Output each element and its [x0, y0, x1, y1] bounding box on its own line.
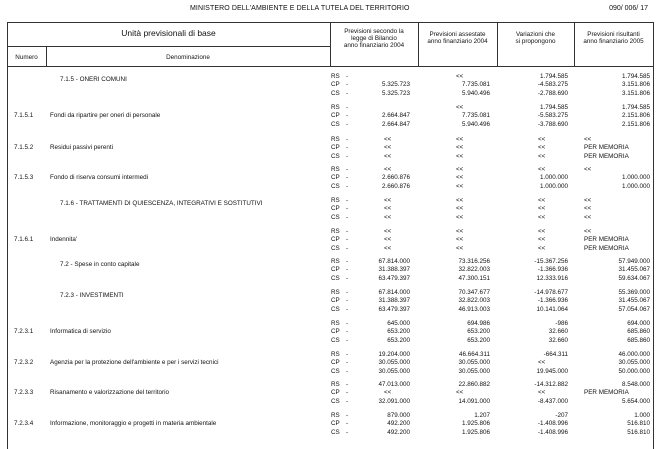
amount-cell: 516.810 — [627, 420, 650, 428]
type-dash-separator: - — [346, 236, 349, 244]
col-header-line: anno finanziario 2005 — [583, 38, 644, 45]
amount-cell: 32.091.000 — [378, 397, 410, 405]
amount-cell: 31.455.067 — [618, 266, 650, 274]
row-type-code: RS — [331, 228, 340, 235]
amount-cell: 46.913.003 — [458, 305, 490, 313]
amount-cell: 1.925.806 — [461, 420, 490, 428]
amount-cell: << — [384, 236, 392, 244]
row-denominazione: Residui passivi perenti — [50, 144, 113, 152]
amount-cell: << — [584, 213, 592, 221]
amount-cell: << — [538, 359, 546, 367]
row-type-code: CS — [331, 305, 340, 313]
amount-cell: << — [456, 244, 464, 252]
row-number: 7.1.5.1 — [14, 112, 34, 120]
amount-cell: << — [538, 136, 546, 143]
col-header-line: anno finanziario 2004 — [343, 42, 405, 49]
amount-cell: 59.634.067 — [618, 274, 650, 282]
amount-cell: 653.200 — [387, 328, 410, 336]
amount-cell: -664.311 — [543, 351, 568, 358]
col-header-line: si propongono — [515, 38, 556, 45]
amount-cell: PER MEMORIA — [584, 152, 629, 160]
type-dash-separator: - — [346, 258, 349, 265]
amount-cell: << — [384, 244, 392, 252]
row-type-code: CP — [331, 297, 340, 305]
row-denominazione: Agenzia per la protezione dell'ambiente e per i servizi tecnici — [50, 359, 219, 367]
amount-cell: PER MEMORIA — [584, 144, 629, 152]
amount-cell: 67.814.000 — [378, 258, 410, 265]
amount-cell: << — [384, 166, 392, 173]
row-type-code: CP — [331, 174, 340, 182]
type-dash-separator: - — [346, 144, 349, 152]
amount-cell: 694.000 — [627, 320, 650, 327]
row-number: 7.2.3.3 — [14, 389, 34, 397]
row-type-code: CS — [331, 89, 340, 97]
row-denominazione: 7.2 - Spese in conto capitale — [60, 261, 140, 268]
amount-cell: 73.316.256 — [458, 258, 490, 265]
amount-cell: << — [538, 197, 546, 204]
type-dash-separator: - — [346, 381, 349, 388]
row-type-code: CS — [331, 120, 340, 128]
type-dash-separator: - — [346, 289, 349, 296]
row-type-code: RS — [331, 351, 340, 358]
type-dash-separator: - — [346, 351, 349, 358]
row-type-code: CS — [331, 367, 340, 375]
row-denominazione: Fondo di riserva consumi intermedi — [50, 174, 148, 182]
amount-cell: 685.860 — [627, 336, 650, 344]
row-type-code: CP — [331, 236, 340, 244]
row-type-code: CS — [331, 182, 340, 190]
amount-cell: << — [384, 144, 392, 152]
amount-cell: -1.408.996 — [537, 428, 568, 436]
amount-cell: -14.312.882 — [534, 381, 568, 388]
amount-cell: << — [384, 389, 392, 397]
row-number: 7.1.6.1 — [14, 236, 34, 244]
amount-cell: 1.000.000 — [621, 182, 650, 190]
row-type-code: CP — [331, 420, 340, 428]
type-dash-separator: - — [346, 152, 349, 160]
amount-cell: 1.000.000 — [621, 174, 650, 182]
row-denominazione: Indennita' — [50, 236, 78, 244]
amount-cell: 2.664.847 — [381, 112, 410, 120]
row-type-code: RS — [331, 136, 340, 143]
row-type-code: RS — [331, 320, 340, 327]
amount-cell: << — [538, 389, 546, 397]
amount-cell: 50.000.000 — [618, 367, 650, 375]
amount-cell: << — [384, 205, 392, 213]
row-number: 7.2.3.2 — [14, 359, 34, 367]
row-type-code: CS — [331, 336, 340, 344]
type-dash-separator: - — [346, 420, 349, 428]
amount-cell: << — [538, 213, 546, 221]
table-left-border — [7, 22, 8, 449]
row-type-code: CP — [331, 359, 340, 367]
row-denominazione: Informatica di servizio — [50, 328, 111, 336]
amount-cell: 31.455.067 — [618, 297, 650, 305]
amount-cell: << — [584, 166, 592, 173]
row-denominazione: 7.1.5 - ONERI COMUNI — [60, 76, 127, 83]
amount-cell: 5.325.723 — [381, 89, 410, 97]
amount-cell: 2.664.847 — [381, 120, 410, 128]
amount-cell: -1.366.936 — [537, 297, 568, 305]
amount-cell: 645.000 — [387, 320, 410, 327]
row-type-code: CS — [331, 152, 340, 160]
row-type-code: RS — [331, 73, 340, 80]
amount-cell: 30.055.000 — [378, 367, 410, 375]
amount-cell: << — [384, 197, 392, 204]
amount-cell: << — [456, 174, 464, 182]
type-dash-separator: - — [346, 328, 349, 336]
type-dash-separator: - — [346, 166, 349, 173]
amount-cell: << — [584, 205, 592, 213]
amount-cell: << — [384, 136, 392, 143]
amount-cell: 19.945.000 — [536, 367, 568, 375]
amount-cell: << — [456, 182, 464, 190]
amount-cell: 1.925.806 — [461, 428, 490, 436]
col-header-previsioni-assestate — [418, 31, 497, 45]
row-type-code: CS — [331, 244, 340, 252]
amount-cell: -14.978.677 — [534, 289, 568, 296]
type-dash-separator: - — [346, 274, 349, 282]
amount-cell: 653.200 — [387, 336, 410, 344]
amount-cell: 1.000 — [634, 412, 650, 419]
col-header-line: Previsioni risultanti — [587, 31, 640, 38]
amount-cell: << — [538, 166, 546, 173]
row-type-code: CS — [331, 428, 340, 436]
amount-cell: 653.200 — [467, 336, 490, 344]
amount-cell: -5.583.275 — [537, 112, 568, 120]
col-header-numero: Numero — [15, 54, 38, 61]
amount-cell: << — [538, 152, 546, 160]
type-dash-separator: - — [346, 320, 349, 327]
col-header-line: Variazioni che — [515, 31, 556, 38]
type-dash-separator: - — [346, 367, 349, 375]
row-type-code: CP — [331, 81, 340, 89]
row-type-code: CP — [331, 144, 340, 152]
row-type-code: RS — [331, 197, 340, 204]
amount-cell: 879.000 — [387, 412, 410, 419]
type-dash-separator: - — [346, 213, 349, 221]
col-header-denominazione: Denominazione — [166, 54, 210, 61]
row-type-code: CP — [331, 205, 340, 213]
amount-cell: 32.660 — [548, 328, 568, 336]
table-right-border — [653, 22, 654, 449]
row-denominazione: 7.2.3 - INVESTIMENTI — [60, 292, 124, 299]
type-dash-separator: - — [346, 336, 349, 344]
amount-cell: 10.141.064 — [536, 305, 568, 313]
amount-cell: 46.000.000 — [618, 351, 650, 358]
type-dash-separator: - — [346, 205, 349, 213]
amount-cell: 1.794.585 — [621, 73, 650, 80]
amount-cell: -3.788.690 — [537, 120, 568, 128]
row-type-code: RS — [331, 381, 340, 388]
amount-cell: 492.200 — [387, 420, 410, 428]
units-title-underline — [7, 46, 330, 47]
amount-cell: << — [456, 73, 464, 80]
amount-cell: << — [538, 144, 546, 152]
amount-cell: 46.664.311 — [458, 351, 490, 358]
document-header-title: MINISTERO DELL'AMBIENTE E DELLA TUTELA DEL TERRITORIO — [190, 5, 410, 12]
amount-cell: 22.860.882 — [458, 381, 490, 388]
amount-cell: 32.660 — [548, 336, 568, 344]
amount-cell: << — [538, 228, 546, 235]
amount-cell: 5.654.000 — [621, 397, 650, 405]
amount-cell: << — [456, 166, 464, 173]
amount-cell: << — [456, 104, 464, 111]
row-denominazione: Informazione, monitoraggio e progetti in materia ambientale — [50, 420, 217, 428]
amount-cell: 653.200 — [467, 328, 490, 336]
amount-cell: 32.822.003 — [458, 297, 490, 305]
type-dash-separator: - — [346, 412, 349, 419]
amount-cell: 1.794.585 — [621, 104, 650, 111]
amount-cell: 1.207 — [474, 412, 490, 419]
row-type-code: CP — [331, 328, 340, 336]
col-header-line: anno finanziario 2004 — [427, 38, 488, 45]
type-dash-separator: - — [346, 120, 349, 128]
type-dash-separator: - — [346, 305, 349, 313]
amount-cell: 1.794.585 — [539, 73, 568, 80]
amount-cell: 30.055.000 — [458, 359, 490, 367]
amount-cell: 694.986 — [467, 320, 490, 327]
row-type-code: RS — [331, 289, 340, 296]
row-number: 7.2.3.1 — [14, 328, 34, 336]
amount-cell: << — [456, 236, 464, 244]
amount-cell: 1.000.000 — [539, 174, 568, 182]
amount-cell: -986 — [555, 320, 568, 327]
type-dash-separator: - — [346, 297, 349, 305]
row-number: 7.1.5.2 — [14, 144, 34, 152]
amount-cell: -1.366.936 — [537, 266, 568, 274]
amount-cell: 5.325.723 — [381, 81, 410, 89]
amount-cell: 492.200 — [387, 428, 410, 436]
amount-cell: << — [538, 236, 546, 244]
amount-cell: 55.369.000 — [618, 289, 650, 296]
row-type-code: RS — [331, 258, 340, 265]
amount-cell: PER MEMORIA — [584, 236, 629, 244]
row-type-code: RS — [331, 412, 340, 419]
amount-cell: 1.794.585 — [539, 104, 568, 111]
row-type-code: CP — [331, 112, 340, 120]
amount-cell: 14.091.000 — [458, 397, 490, 405]
amount-cell: -4.583.275 — [537, 81, 568, 89]
type-dash-separator: - — [346, 81, 349, 89]
amount-cell: 30.055.000 — [458, 367, 490, 375]
type-dash-separator: - — [346, 112, 349, 120]
type-dash-separator: - — [346, 136, 349, 143]
amount-cell: << — [584, 197, 592, 204]
type-dash-separator: - — [346, 389, 349, 397]
row-denominazione: Fondi da ripartire per oneri di personale — [50, 112, 161, 120]
amount-cell: 31.388.397 — [378, 266, 410, 274]
amount-cell: 2.660.876 — [381, 174, 410, 182]
type-dash-separator: - — [346, 428, 349, 436]
type-dash-separator: - — [346, 359, 349, 367]
amount-cell: 57.949.000 — [618, 258, 650, 265]
type-dash-separator: - — [346, 104, 349, 111]
row-denominazione: 7.1.6 - TRATTAMENTI DI QUIESCENZA, INTEGRATIVI E SOSTITUTIVI — [60, 200, 263, 207]
amount-cell: << — [456, 144, 464, 152]
amount-cell: 30.055.000 — [618, 359, 650, 367]
type-dash-separator: - — [346, 266, 349, 274]
amount-cell: 67.814.000 — [378, 289, 410, 296]
row-type-code: RS — [331, 166, 340, 173]
amount-cell: 63.479.397 — [378, 274, 410, 282]
row-number: 7.2.3.4 — [14, 420, 34, 428]
amount-cell: << — [456, 205, 464, 213]
amount-cell: -8.437.000 — [537, 397, 568, 405]
amount-cell: 7.735.081 — [461, 81, 490, 89]
amount-cell: -2.788.690 — [537, 89, 568, 97]
amount-cell: 2.660.876 — [381, 182, 410, 190]
amount-cell: 19.204.000 — [378, 351, 410, 358]
col-header-previsioni-risultanti — [574, 31, 653, 45]
amount-cell: 70.347.677 — [458, 289, 490, 296]
amount-cell: -207 — [555, 412, 568, 419]
amount-cell: 12.333.916 — [536, 274, 568, 282]
amount-cell: -15.367.256 — [534, 258, 568, 265]
row-type-code: RS — [331, 104, 340, 111]
units-title: Unità previsionali di base — [121, 28, 216, 38]
row-type-code: CS — [331, 274, 340, 282]
table-header-bottom — [7, 66, 654, 67]
col-header-line: legge di Bilancio — [351, 35, 397, 42]
amount-cell: << — [456, 389, 464, 397]
amount-cell: 63.479.397 — [378, 305, 410, 313]
amount-cell: 3.151.806 — [621, 81, 650, 89]
amount-cell: << — [538, 244, 546, 252]
amount-cell: << — [456, 213, 464, 221]
amount-cell: 7.735.081 — [461, 112, 490, 120]
type-dash-separator: - — [346, 182, 349, 190]
col-header-line: Previsioni secondo la — [344, 28, 404, 35]
row-type-code: CP — [331, 266, 340, 274]
type-dash-separator: - — [346, 244, 349, 252]
amount-cell: << — [456, 228, 464, 235]
type-dash-separator: - — [346, 397, 349, 405]
amount-cell: << — [456, 136, 464, 143]
amount-cell: << — [584, 136, 592, 143]
row-number: 7.1.5.3 — [14, 174, 34, 182]
amount-cell: PER MEMORIA — [584, 244, 629, 252]
type-dash-separator: - — [346, 89, 349, 97]
type-dash-separator: - — [346, 228, 349, 235]
amount-cell: 5.940.496 — [461, 120, 490, 128]
amount-cell: 30.055.000 — [378, 359, 410, 367]
amount-cell: 5.940.496 — [461, 89, 490, 97]
amount-cell: 32.822.003 — [458, 266, 490, 274]
amount-cell: 1.000.000 — [539, 182, 568, 190]
amount-cell: 3.151.806 — [621, 89, 650, 97]
amount-cell: 31.388.397 — [378, 297, 410, 305]
amount-cell: << — [538, 205, 546, 213]
amount-cell: 2.151.806 — [621, 120, 650, 128]
amount-cell: 8.548.000 — [621, 381, 650, 388]
row-denominazione: Risanamento e valorizzazione del territorio — [50, 389, 169, 397]
type-dash-separator: - — [346, 197, 349, 204]
type-dash-separator: - — [346, 174, 349, 182]
amount-cell: 57.054.067 — [618, 305, 650, 313]
col-header-previsioni-bilancio — [330, 28, 418, 49]
amount-cell: << — [384, 213, 392, 221]
amount-cell: << — [456, 152, 464, 160]
amount-cell: << — [584, 228, 592, 235]
document-page-code: 090/ 006/ 17 — [609, 5, 648, 12]
amount-cell: 47.300.151 — [458, 274, 490, 282]
type-dash-separator: - — [346, 73, 349, 80]
row-type-code: CS — [331, 397, 340, 405]
amount-cell: << — [384, 152, 392, 160]
amount-cell: PER MEMORIA — [584, 389, 629, 397]
row-type-code: CP — [331, 389, 340, 397]
amount-cell: 47.013.000 — [378, 381, 410, 388]
amount-cell: 2.151.806 — [621, 112, 650, 120]
col-header-line: Previsioni assestate — [429, 31, 486, 38]
amount-cell: 685.860 — [627, 328, 650, 336]
amount-cell: << — [384, 228, 392, 235]
row-type-code: CS — [331, 213, 340, 221]
amount-cell: << — [456, 197, 464, 204]
col-header-variazioni — [497, 31, 574, 45]
amount-cell: 516.810 — [627, 428, 650, 436]
amount-cell: -1.408.996 — [537, 420, 568, 428]
